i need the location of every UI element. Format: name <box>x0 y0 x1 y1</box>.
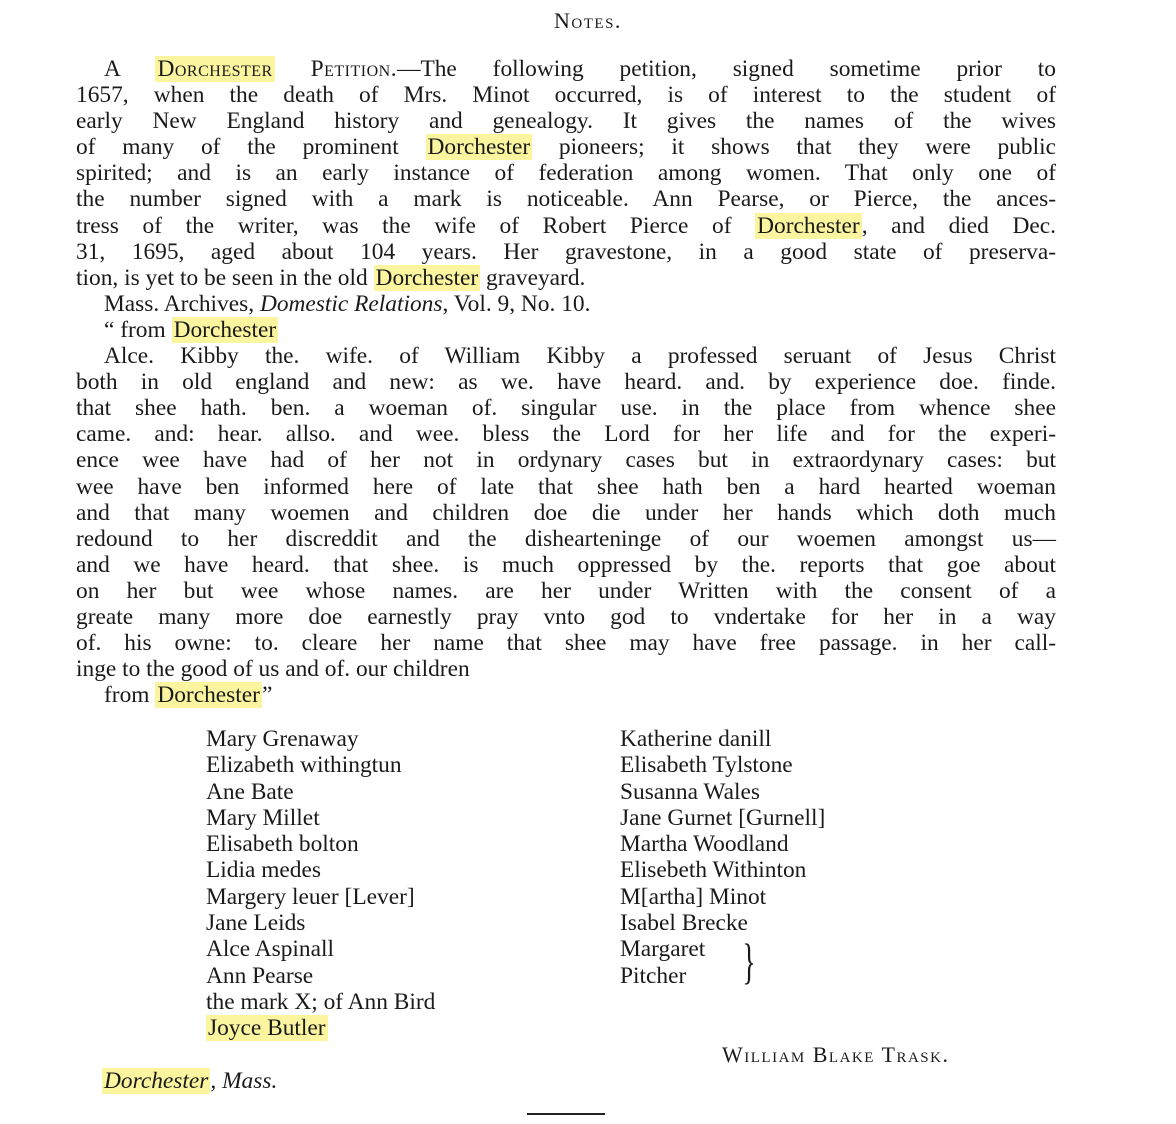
p1-line-7-a: tress of the writer, was the wife of Robert Pierce of <box>76 212 732 239</box>
signatory-name: Jane Leids <box>206 910 306 937</box>
p1-line-7-b: , and died Dec. <box>861 212 1056 239</box>
author-signature: William Blake Trask. <box>722 1042 950 1067</box>
petition-line-3: that shee hath. ben. a woeman of. singular use. in the place from whence shee <box>76 395 1056 422</box>
p1-line-9 <box>76 265 1056 291</box>
signatory-name-highlighted <box>206 1015 435 1041</box>
title-prefix: A <box>104 56 120 82</box>
p1-line-3: early New England history and genealogy. It gives the names of the wives <box>76 108 1056 135</box>
p1-line-7 <box>76 213 1056 239</box>
source-title: Domestic Relations <box>259 290 443 317</box>
petition-line-6: wee have ben informed here of late that shee hath ben a hard hearted woeman <box>76 473 1056 500</box>
signatory-name: Alce Aspinall <box>206 936 334 963</box>
p1-line-6: the number signed with a mark is noticeable. Ann Pearse, or Pierce, the ances- <box>76 186 1056 213</box>
signatory-name: Margery leuer [Lever] <box>206 883 415 910</box>
petition-line-12: of. his owne: to. cleare her name that shee may have free passage. in her call- <box>76 630 1056 657</box>
petition-line-8: redound to her discreddit and the dishearteninge of our woemen amongst us— <box>76 525 1056 552</box>
p1-line-5: spirited; and is an early instance of federation among women. That only one of <box>76 160 1056 187</box>
signatory-name: Mary Millet <box>206 804 320 831</box>
highlight-dorchester: Dorchester <box>427 134 531 161</box>
signatory-name: Pitcher <box>620 962 687 989</box>
p1-line-4 <box>76 134 1056 160</box>
highlight-dorchester: Dorchester <box>157 56 273 82</box>
page-heading: Notes. <box>554 8 622 33</box>
place-footer <box>102 1068 277 1095</box>
from-close-suffix: ” <box>261 682 273 709</box>
petition-line-4: came. and: hear. allso. and wee. bless the Lord for her life and for the experi- <box>76 421 1056 448</box>
article-title-line <box>76 56 1056 82</box>
signatory-name: Lidia medes <box>206 857 321 884</box>
highlight-dorchester: Dorchester <box>157 682 260 709</box>
petition-line-1: Alce. Kibby the. wife. of William Kibby a professed seruant of Jesus Christ <box>104 343 1056 370</box>
title-word: Petition. <box>310 56 398 82</box>
signatories-left-column <box>206 726 435 1042</box>
petition-line-10: on her but wee whose names. are her under Written with the consent of a <box>76 577 1056 604</box>
p1-line-4-a: of many of the prominent <box>76 134 399 161</box>
highlight-dorchester: Dorchester <box>173 316 277 343</box>
highlight-joyce-butler: Joyce Butler <box>208 1015 326 1042</box>
signatory-mark: the mark X; of Ann Bird <box>206 988 436 1015</box>
petition-line-11: greate many more doe earnestly pray vnto god to vndertake for her in a way <box>76 603 1056 630</box>
from-open-prefix: “ from <box>104 316 166 343</box>
signatory-name: Katherine danill <box>620 726 772 752</box>
p1-line-4-b: pioneers; it shows that they were public <box>558 134 1056 161</box>
petition-from-open <box>76 317 1056 343</box>
curly-brace: } <box>742 933 756 989</box>
p1-line-9-b: graveyard. <box>486 264 586 291</box>
signatory-name: Elisebeth Withinton <box>620 857 807 884</box>
signatory-name: Ane Bate <box>206 778 294 805</box>
source-citation <box>76 291 1056 317</box>
from-close-prefix: from <box>104 682 150 709</box>
signatory-name: Elisabeth bolton <box>206 831 359 858</box>
signatory-name: Ann Pearse <box>206 962 314 989</box>
section-rule <box>527 1113 605 1115</box>
petition-line-9: and we have heard. that shee. is much oppressed by the. reports that goe about <box>76 551 1056 578</box>
highlight-dorchester: Dorchester <box>104 1068 209 1094</box>
petition-line-5: ence wee have had of her not in ordynary cases but in extraordynary cases: but <box>76 447 1056 474</box>
signatory-name: Martha Woodland <box>620 831 789 858</box>
signatory-name: Mary Grenaway <box>206 726 359 752</box>
source-prefix: Mass. Archives, <box>104 290 255 317</box>
highlight-dorchester: Dorchester <box>757 212 860 239</box>
signatories-right-column <box>620 726 825 989</box>
p1-line-8: 31, 1695, aged about 104 years. Her gravestone, in a good state of preserva- <box>76 238 1056 265</box>
signatory-name: Margaret <box>620 936 706 963</box>
petition-line-2: both in old england and new: as we. have heard. and. by experience doe. finde. <box>76 369 1056 396</box>
source-suffix: , Vol. 9, No. 10. <box>442 290 591 317</box>
signatory-name: Elizabeth withingtun <box>206 752 402 779</box>
signatory-name: M[artha] Minot <box>620 883 767 910</box>
p1-line-9-a: tion, is yet to be seen in the old <box>76 264 368 291</box>
signatory-name: Jane Gurnet [Gurnell] <box>620 804 826 831</box>
signatory-name: Susanna Wales <box>620 778 760 805</box>
signatory-name: Elisabeth Tylstone <box>620 752 793 779</box>
p1-line-2: 1657, when the death of Mrs. Minot occurred, is of interest to the student of <box>76 82 1056 109</box>
petition-line-13: inge to the good of us and of. our children <box>76 656 470 683</box>
petition-from-close <box>76 682 1056 708</box>
article-body <box>76 56 1056 708</box>
petition-line-7: and that many woemen and children doe die under her hands which doth much <box>76 499 1056 526</box>
place-footer-suffix: , Mass. <box>210 1068 278 1094</box>
signatory-name: Isabel Brecke <box>620 910 748 937</box>
highlight-dorchester: Dorchester <box>375 264 479 291</box>
p1-line-1: —The following petition, signed sometime prior to <box>397 56 1056 82</box>
